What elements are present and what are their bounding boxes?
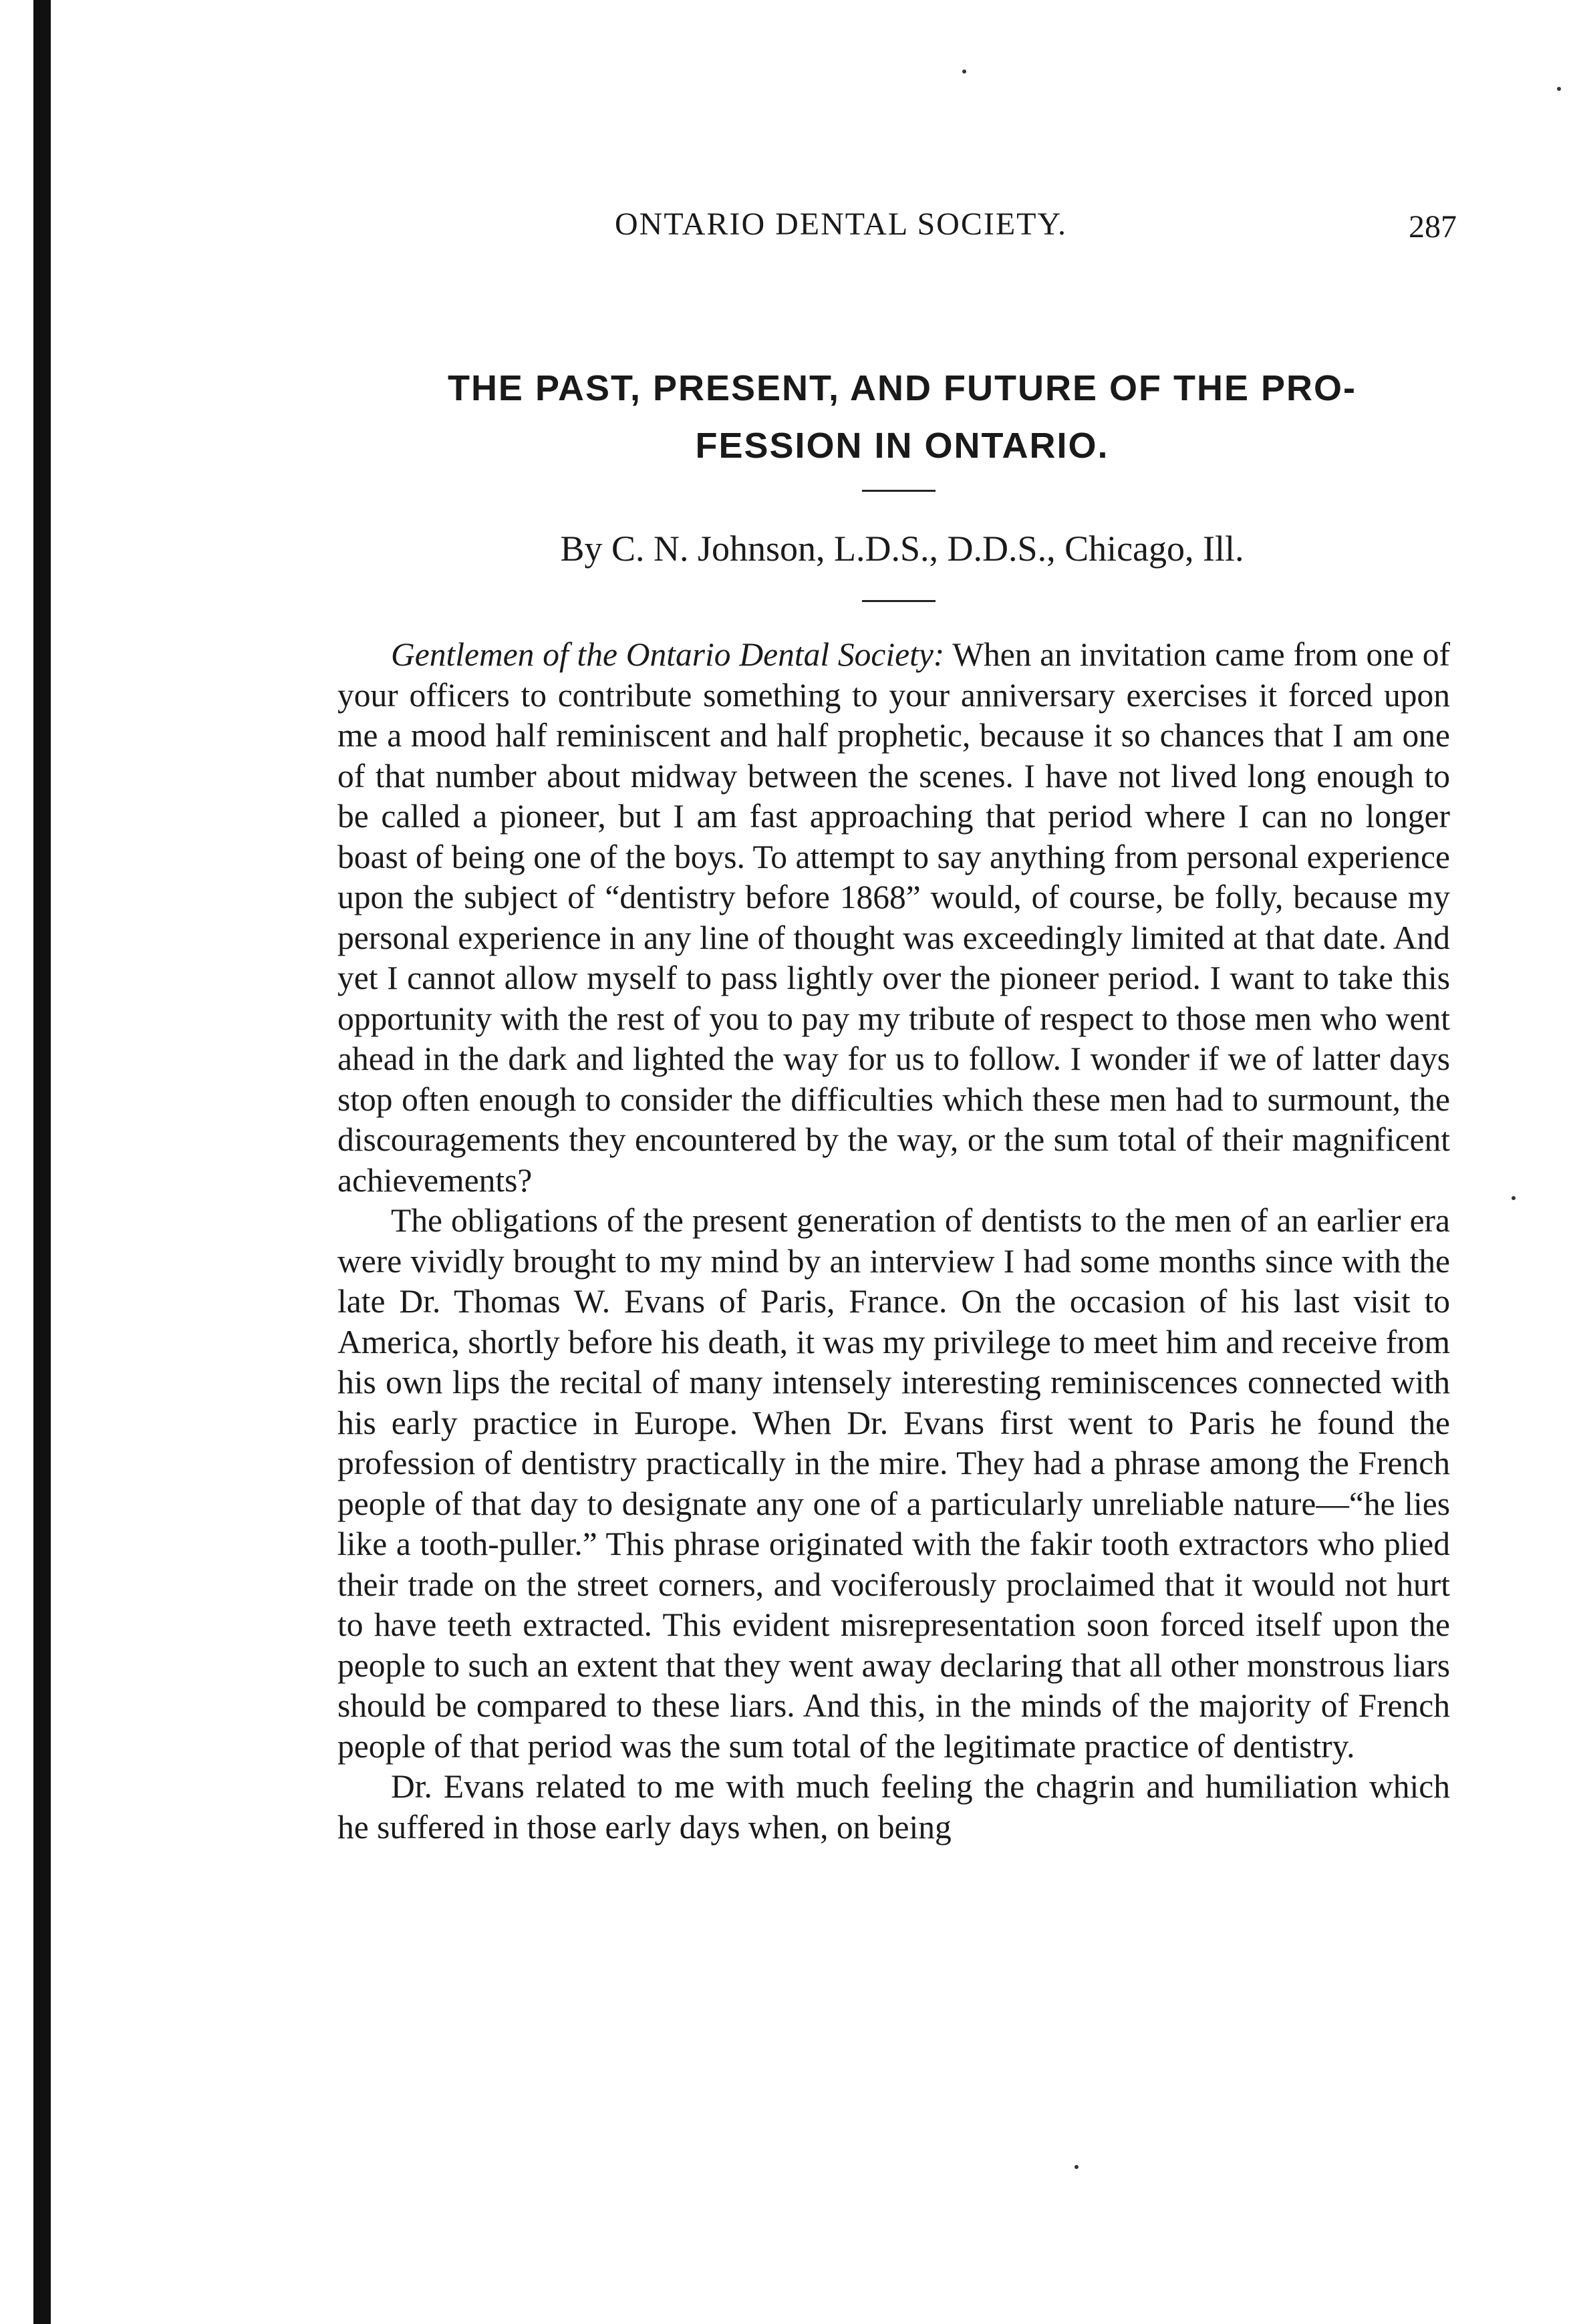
paragraph-1-text: When an invitation came from one of your officers to contribute something to your anniversary exercises it forced upon me a mood half reminiscent and half prophetic, because it so chances that I am one of that number about midway between the scenes. I have not lived long enough to be called a pioneer, but I am fast approaching that period where I can no longer boast of being one of the boys. To attempt to say anything from personal experience upon the subject of “dentistry before 1868” would, of course, be folly, because my personal experience in any line of thought was exceedingly limited at that date. And yet I cannot allow myself to pass lightly over the pioneer period. I want to take this opportunity with the rest of you to pay my tribute of respect to those men who went ahead in the dark and lighted the way for us to follow. I wonder if we of latter days stop often enough to consider the difficulties which these men had to surmount, the discouragements they encountered by the way, or the sum total of their magnificent achievements? (337, 636, 1451, 1199)
byline: By C. N. Johnson, L.D.S., D.D.S., Chicago, Ill. (560, 529, 1244, 569)
scan-speck (962, 69, 966, 74)
byline-divider (862, 600, 936, 602)
title-divider (862, 490, 936, 492)
running-head (347, 206, 1457, 246)
article-title-line-2: FESSION IN ONTARIO. (695, 426, 1109, 466)
article-title-line-1: THE PAST, PRESENT, AND FUTURE OF THE PRO- (447, 368, 1357, 408)
running-head-title: ONTARIO DENTAL SOCIETY. (615, 206, 1067, 242)
paragraph-3: Dr. Evans related to me with much feeling the chagrin and humiliation which he suffered in those early days when, on being (337, 1768, 1450, 1846)
paragraph-1 (337, 635, 1450, 1201)
article-title (334, 359, 1470, 474)
page-number: 287 (1409, 209, 1457, 245)
article-body (337, 635, 1450, 1848)
scan-speck (1075, 2165, 1079, 2169)
scan-speck (1557, 87, 1561, 91)
paragraph-2: The obligations of the present generation of dentists to the men of an earlier era were vividly brought to my mind by an interview I had some months since with the late Dr. Thomas W. Evans of Paris, France. On the occasion of his last visit to America, shortly before his death, it was my privilege to meet him and receive from his own lips the recital of many intensely interesting reminiscences connected with his early practice in Europe. When Dr. Evans first went to Paris he found the profession of dentistry practically in the mire. They had a phrase among the French people of that day to designate any one of a particularly unreliable nature—“he lies like a tooth-puller.” This phrase originated with the fakir tooth extractors who plied their trade on the street corners, and vociferously proclaimed that it would not hurt to have teeth extracted. This evident misrepresentation soon forced itself upon the people to such an extent that they went away declaring that all other monstrous liars should be compared to these liars. And this, in the minds of the majority of French people of that period was the sum total of the legitimate practice of dentistry. (337, 1202, 1450, 1765)
scan-page-edge (33, 0, 51, 2324)
salutation: Gentlemen of the Ontario Dental Society: (391, 636, 945, 673)
scan-speck (1512, 1196, 1516, 1200)
